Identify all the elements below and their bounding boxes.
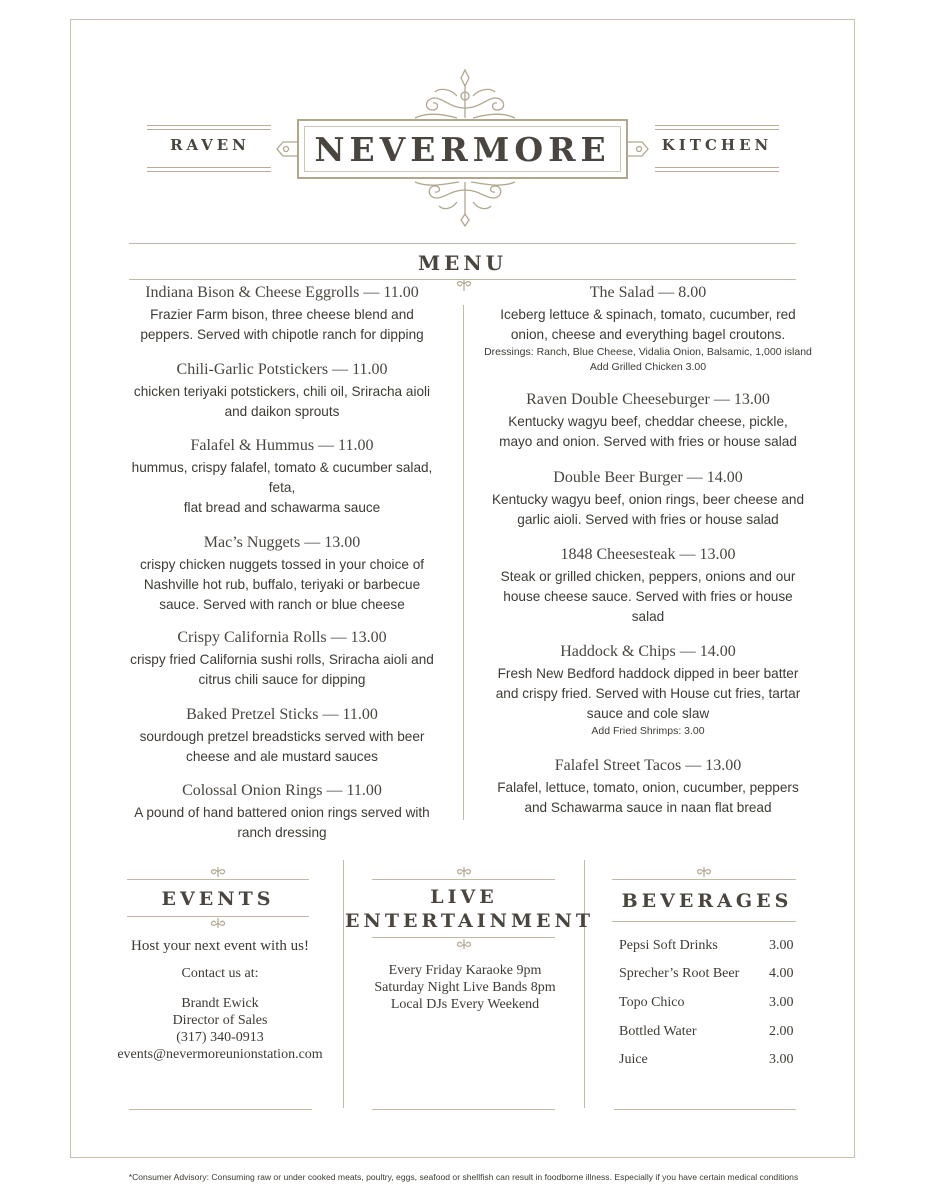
item-desc: Fresh New Bedford haddock dipped in beer batter and crispy fried. Served with House cut fries, tartar sauce and cole slaw bbox=[495, 666, 801, 721]
menu-item bbox=[470, 283, 826, 375]
menu-item bbox=[109, 781, 455, 843]
menu-item bbox=[470, 468, 826, 530]
live-schedule: Every Friday Karaoke 9pm Saturday Night Live Bands 8pm Local DJs Every Weekend bbox=[374, 963, 556, 1012]
item-desc: A pound of hand battered onion rings served with ranch dressing bbox=[134, 805, 430, 840]
events-intro: Host your next event with us! bbox=[131, 938, 309, 954]
item-name: Haddock & Chips — 14.00 bbox=[560, 643, 736, 660]
events-contact-label: Contact us at: bbox=[181, 966, 259, 981]
events-footer-rule bbox=[129, 1109, 312, 1110]
events-divider bbox=[343, 860, 344, 1108]
menu-item bbox=[470, 545, 826, 627]
item-name: Chili-Garlic Potstickers — 11.00 bbox=[176, 361, 388, 378]
item-name: Indiana Bison & Cheese Eggrolls — 11.00 bbox=[145, 284, 419, 301]
item-note: Dressings: Ranch, Blue Cheese, Vidalia Onion, Balsamic, 1,000 island Add Grilled Chicken 3.00 bbox=[484, 346, 812, 373]
item-desc: Kentucky wagyu beef, cheddar cheese, pickle, mayo and onion. Served with fries or house salad bbox=[499, 414, 797, 449]
kitchen-top-rule bbox=[655, 125, 779, 126]
menu-column-divider bbox=[463, 305, 464, 820]
menu-item bbox=[109, 436, 455, 518]
events-top-rule bbox=[127, 879, 309, 880]
kitchen-bottom-rule-2 bbox=[655, 171, 779, 172]
contact-name: Brandt Ewick bbox=[181, 996, 259, 1011]
item-desc: Frazier Farm bison, three cheese blend and peppers. Served with chipotle ranch for dipping bbox=[140, 307, 424, 342]
crest-ornament-icon bbox=[395, 68, 535, 120]
live-heading: LIVE ENTERTAINMENT bbox=[345, 886, 595, 932]
events-heading: EVENTS bbox=[161, 888, 275, 910]
live-flourish-icon bbox=[452, 866, 476, 878]
contact-title: Director of Sales bbox=[172, 1013, 268, 1028]
title-box bbox=[297, 119, 628, 179]
item-name: 1848 Cheesesteak — 13.00 bbox=[560, 546, 736, 563]
item-desc: Iceberg lettuce & spinach, tomato, cucumber, red onion, cheese and everything bagel croutons. bbox=[500, 307, 796, 342]
item-desc: hummus, crispy falafel, tomato & cucumber salad, feta, flat bread and schawarma sauce bbox=[131, 460, 433, 515]
menu-item bbox=[470, 756, 826, 818]
beverages-top-rule bbox=[612, 879, 796, 880]
contact-phone[interactable]: (317) 340-0913 bbox=[176, 1030, 264, 1045]
item-name: Falafel & Hummus — 11.00 bbox=[190, 437, 374, 454]
item-desc: Kentucky wagyu beef, onion rings, beer cheese and garlic aioli. Served with fries or house salad bbox=[491, 492, 805, 527]
contact-email[interactable]: events@nevermoreunionstation.com bbox=[117, 1047, 323, 1062]
item-name: Baked Pretzel Sticks — 11.00 bbox=[186, 706, 378, 723]
item-name: Falafel Street Tacos — 13.00 bbox=[554, 757, 742, 774]
live-top-rule bbox=[372, 879, 555, 880]
consumer-advisory: *Consumer Advisory: Consuming raw or under cooked meats, poultry, eggs, seafood or shellfish can result in foodborne illness. Especially if you have certain medical conditions bbox=[128, 1172, 799, 1182]
raven-top-rule-2 bbox=[147, 129, 271, 130]
item-desc: crispy chicken nuggets tossed in your choice of Nashville hot rub, buffalo, teriyaki or barbecue sauce. Served with ranch or blue cheese bbox=[139, 557, 425, 612]
events-flourish-icon bbox=[206, 866, 230, 878]
beverage-row: Sprecher’s Root Beer 4.00 bbox=[619, 966, 794, 981]
restaurant-title: NEVERMORE bbox=[314, 129, 611, 169]
title-left-tab-icon bbox=[275, 138, 297, 160]
item-desc: sourdough pretzel breadsticks served with beer cheese and ale mustard sauces bbox=[139, 729, 425, 764]
menu-item bbox=[109, 283, 455, 345]
item-desc: crispy fried California sushi rolls, Sriracha aioli and citrus chili sauce for dipping bbox=[130, 652, 434, 687]
item-note: Add Fried Shrimps: 3.00 bbox=[591, 725, 705, 737]
beverages-bottom-rule bbox=[612, 921, 796, 922]
menu-item bbox=[109, 628, 455, 690]
item-name: Mac’s Nuggets — 13.00 bbox=[203, 534, 361, 551]
item-name: Crispy California Rolls — 13.00 bbox=[177, 629, 387, 646]
beverages-heading: BEVERAGES bbox=[621, 890, 793, 912]
live-footer-rule bbox=[372, 1109, 555, 1110]
raven-bottom-rule bbox=[147, 167, 271, 168]
kitchen-top-rule-2 bbox=[655, 129, 779, 130]
crest-ornament-bottom-icon bbox=[405, 180, 525, 228]
raven-top-rule bbox=[147, 125, 271, 126]
menu-item bbox=[470, 390, 826, 452]
live-bottom-flourish-icon bbox=[452, 938, 476, 950]
item-name: The Salad — 8.00 bbox=[589, 284, 707, 301]
beverage-row: Pepsi Soft Drinks 3.00 bbox=[619, 938, 794, 953]
beverage-row: Topo Chico 3.00 bbox=[619, 995, 794, 1010]
menu-top-rule bbox=[129, 243, 796, 244]
item-name: Colossal Onion Rings — 11.00 bbox=[182, 782, 382, 799]
kitchen-label: KITCHEN bbox=[661, 136, 773, 154]
beverages-flourish-icon bbox=[692, 866, 716, 878]
menu-item bbox=[109, 533, 455, 615]
item-desc: chicken teriyaki potstickers, chili oil, Sriracha aioli and daikon sprouts bbox=[133, 384, 431, 419]
beverage-row: Bottled Water 2.00 bbox=[619, 1024, 794, 1039]
beverages-footer-rule bbox=[614, 1109, 796, 1110]
menu-item bbox=[470, 642, 826, 739]
beverage-row: Juice 3.00 bbox=[619, 1052, 794, 1067]
raven-bottom-rule-2 bbox=[147, 171, 271, 172]
events-contact bbox=[100, 995, 340, 1063]
item-name: Double Beer Burger — 14.00 bbox=[553, 469, 743, 486]
raven-label: RAVEN bbox=[170, 136, 250, 154]
events-bottom-flourish-icon bbox=[206, 917, 230, 929]
menu-heading: MENU bbox=[417, 251, 508, 275]
item-name: Raven Double Cheeseburger — 13.00 bbox=[526, 391, 770, 408]
menu-item bbox=[109, 360, 455, 422]
kitchen-bottom-rule bbox=[655, 167, 779, 168]
item-desc: Steak or grilled chicken, peppers, onions and our house cheese sauce. Served with fries or house salad bbox=[500, 569, 796, 624]
menu-item bbox=[109, 705, 455, 767]
item-desc: Falafel, lettuce, tomato, onion, cucumber, peppers and Schawarma sauce in naan flat bread bbox=[497, 780, 799, 815]
